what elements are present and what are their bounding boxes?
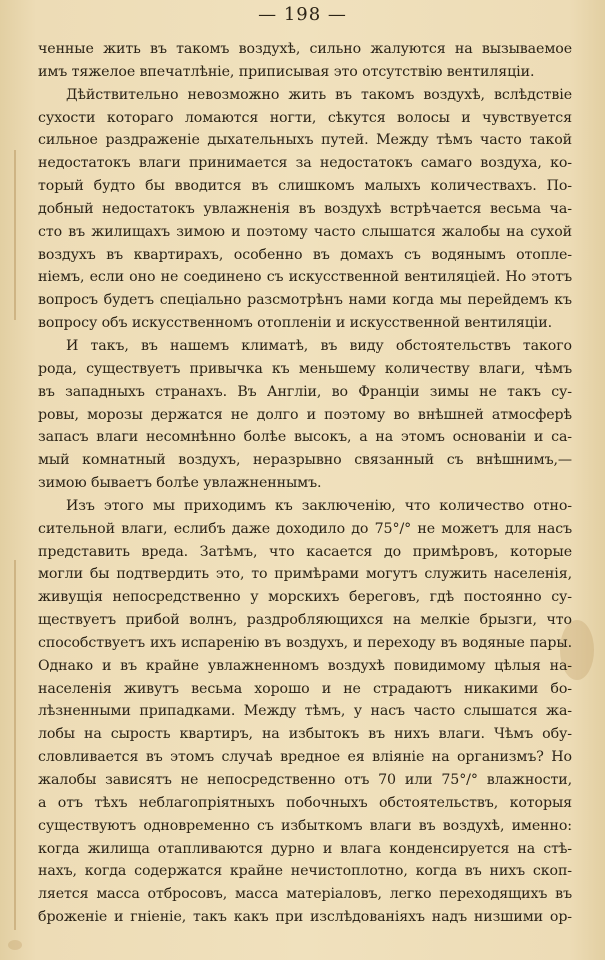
text-line: въ западныхъ странахъ. Въ Англіи, во Франціи зимы не такъ су- [38, 383, 572, 400]
text-line: броженіе и гніеніе, такъ какъ при изслѣдованіяхъ надъ низшими ор- [38, 909, 572, 926]
text-line: лобы на сырость квартиръ, на избытокъ въ нихъ влаги. Чѣмъ обу- [38, 726, 572, 743]
text-line: а отъ тѣхъ неблагопріятныхъ побочныхъ обстоятельствъ, которыя [38, 794, 572, 811]
text-line: населенія живутъ весьма хорошо и не страдаютъ никакими бо- [38, 680, 572, 697]
text-line: Однако и въ крайне увлажненномъ воздухѣ повидимому цѣлыя на- [38, 657, 572, 674]
text-line: сильное раздраженіе дыхательныхъ путей. Между тѣмъ часто такой [38, 132, 572, 149]
text-line: вопросу объ искусственномъ отопленіи и искусственной вентиляціи. [38, 315, 553, 332]
text-line: когда жилища отапливаются дурно и влага конденсируется на стѣ- [38, 840, 572, 857]
text-line: торый будто бы вводится въ слишкомъ малыхъ количествахъ. По- [38, 178, 572, 195]
text-line: имъ тяжелое впечатлѣніе, приписывая это отсутствію вентиляціи. [38, 63, 535, 80]
text-line: представить вреда. Затѣмъ, что касается до примѣровъ, которые [38, 543, 572, 560]
body-text [38, 38, 572, 929]
text-line: рода, существуетъ привычка къ меньшему количеству влаги, чѣмъ [38, 360, 572, 377]
text-line: вопросъ будетъ спеціально разсмотрѣнъ нами когда мы перейдемъ къ [38, 292, 572, 309]
text-line: способствуетъ ихъ испаренію въ воздухъ, и переходу въ водяные пары. [38, 634, 572, 651]
page-number: — 198 — [258, 4, 347, 25]
text-line: Дѣйствительно невозможно жить въ такомъ воздухѣ, вслѣдствіе [66, 86, 572, 103]
text-line: мый комнатный воздухъ, неразрывно связанный съ внѣшнимъ,— [38, 452, 572, 469]
text-line: ровы, морозы держатся не долго и поэтому во внѣшней атмосферѣ [38, 406, 572, 423]
text-line: лѣзненными припадками. Между тѣмъ, у насъ часто слышатся жа- [38, 703, 572, 720]
text-line: Изъ этого мы приходимъ къ заключенію, что количество отно- [66, 497, 572, 514]
text-line: живущія непосредственно у морскихъ береговъ, гдѣ постоянно су- [38, 589, 572, 606]
text-line: И такъ, въ нашемъ климатѣ, въ виду обстоятельствъ такого [66, 337, 572, 354]
paper-stain [8, 940, 22, 950]
margin-mark [14, 560, 16, 930]
text-line: ченные жить въ такомъ воздухѣ, сильно жалуются на вызываемое [38, 41, 572, 57]
text-line: недостатокъ влаги принимается за недостатокъ самаго воздуха, ко- [38, 155, 572, 172]
text-line: словливается въ этомъ случаѣ вредное ея вліяніе на организмъ? Но [38, 749, 572, 766]
text-line: жалобы зависятъ не непосредственно отъ 70 или 75°/° влажности, [38, 772, 572, 788]
text-line: запасъ влаги несомнѣнно болѣе высокъ, а на этомъ основаніи и са- [38, 429, 572, 446]
text-line: ніемъ, если оно не соединено съ искусственной вентиляціей. Но этотъ [38, 269, 572, 286]
text-line: сительной влаги, еслибъ даже доходило до 75°/° не можетъ для насъ [38, 520, 572, 537]
text-line: ществуетъ прибой волнъ, раздробляющихся на мелкіе брызги, что [38, 612, 572, 629]
text-line: зимою бываетъ болѣе увлажненнымъ. [38, 475, 322, 492]
text-line: сто въ жилищахъ зимою и поэтому часто слышатся жалобы на сухой [38, 223, 572, 240]
text-line: существуютъ одновременно съ избыткомъ влаги въ воздухѣ, именно: [38, 817, 572, 834]
text-line: воздухъ въ квартирахъ, особенно въ домахъ съ водянымъ отопле- [38, 246, 572, 263]
text-line: могли бы подтвердить это, то примѣрами могутъ служить населенія, [38, 566, 572, 583]
text-line: добный недостатокъ увлажненія въ воздухѣ встрѣчается весьма ча- [38, 200, 572, 217]
text-line: сухости котораго ломаются ногти, сѣкутся волосы и чувствуется [38, 109, 572, 126]
text-line: нахъ, когда содержатся крайне нечистоплотно, когда въ нихъ скоп- [38, 863, 572, 880]
text-line: ляется масса отбросовъ, масса матеріаловъ, легко переходящихъ въ [38, 886, 572, 903]
margin-mark [14, 150, 16, 320]
